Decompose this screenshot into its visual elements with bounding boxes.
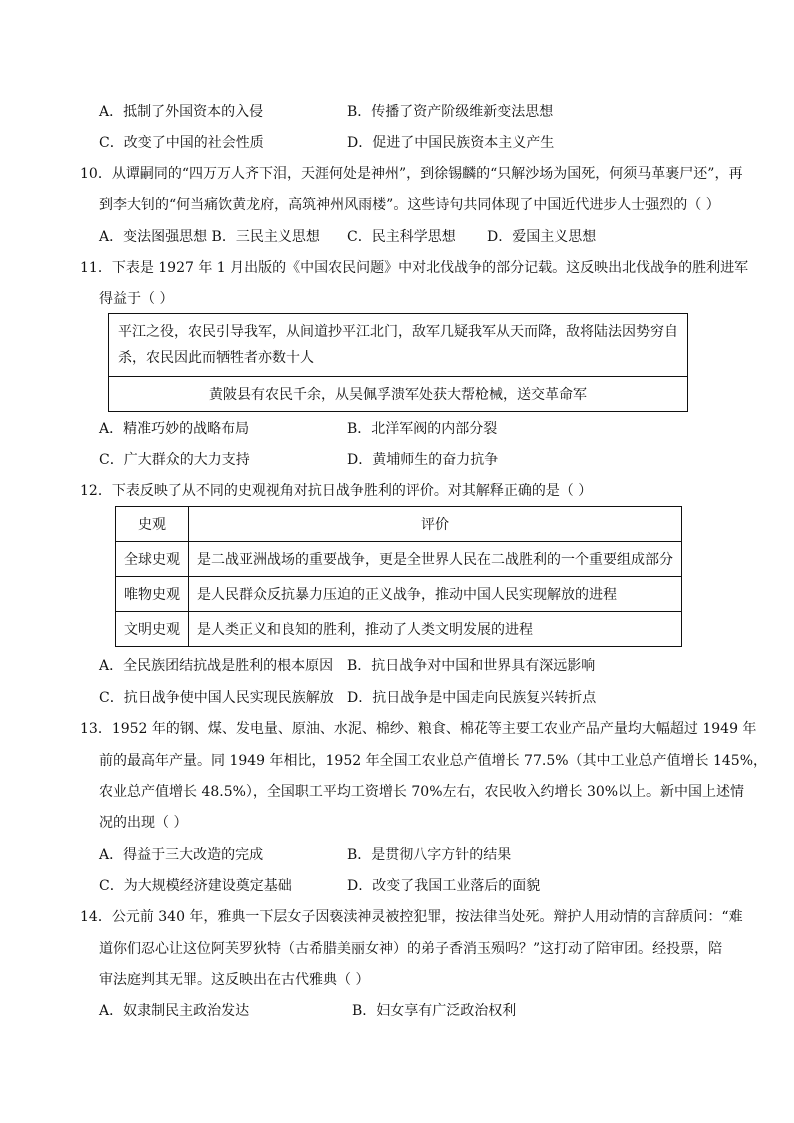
q14-stem-line-3: 审法庭判其无罪。这反映出在古代雅典（ ）	[99, 972, 370, 988]
q10-options-ab: A．变法图强思想 B．三民主义思想	[99, 229, 320, 245]
q10-option-d: D．爱国主义思想	[487, 229, 597, 245]
q12-table-cell-viewpoint: 唯物史观	[116, 577, 189, 612]
table-row	[109, 314, 688, 377]
q12-option-d: D．抗日战争是中国走向民族复兴转折点	[347, 690, 597, 706]
q13-option-d: D．改变了我国工业落后的面貌	[347, 878, 541, 894]
q12-table-cell-evaluation: 是人类正义和良知的胜利，推动了人类文明发展的进程	[189, 612, 682, 647]
q12-option-a: A．全民族团结抗战是胜利的根本原因	[99, 658, 334, 674]
q11-option-d: D．黄埔师生的奋力抗争	[347, 452, 499, 468]
q11-table	[108, 313, 688, 412]
q11-stem-line-2: 得益于（ ）	[99, 291, 174, 307]
q13-option-b: B．是贯彻八字方针的结果	[347, 847, 512, 863]
q9-option-b: B．传播了资产阶级维新变法思想	[347, 104, 554, 120]
q13-stem-line-3: 农业总产值增长 48.5%），全国职工平均工资增长 70%左右，农民收入约增长 30%以上。新中国上述情	[99, 784, 745, 800]
table-row	[116, 542, 682, 577]
q11-table-cell-1	[109, 314, 688, 377]
table-row	[116, 612, 682, 647]
q10-stem-line-1: 10．从谭嗣同的“四万万人齐下泪，天涯何处是神州”，到徐锡麟的“只解沙场为国死，何须马革裹尸还”，再	[80, 166, 743, 182]
q11-table-cell-2: 黄陂县有农民千余，从吴佩孚溃军处获大帮枪械，送交革命军	[109, 377, 688, 412]
q11-option-a: A．精准巧妙的战略布局	[99, 421, 250, 437]
q13-stem-line-4: 况的出现（ ）	[99, 815, 188, 831]
q12-table	[115, 506, 682, 647]
table-row	[116, 507, 682, 542]
q10-option-c: C．民主科学思想	[347, 229, 456, 245]
q12-table-cell-viewpoint: 全球史观	[116, 542, 189, 577]
q10-stem-line-2: 到李大钊的“何当痛饮黄龙府，高筑神州风雨楼”。这些诗句共同体现了中国近代进步人士强烈的（ ）	[99, 197, 720, 213]
q13-stem-line-1: 13．1952 年的钢、煤、发电量、原油、水泥、棉纱、粮食、棉花等主要工农业产品产量均大幅超过 1949 年	[80, 721, 757, 737]
table-row	[109, 377, 688, 412]
q12-table-cell-evaluation: 是人民群众反抗暴力压迫的正义战争，推动中国人民实现解放的进程	[189, 577, 682, 612]
q11-table-cell-1-line-1: 平江之役，农民引导我军，从间道抄平江北门，敌军几疑我军从天而降，敌将陆法因势穷自	[118, 324, 678, 340]
q9-option-a: A．抵制了外国资本的入侵	[99, 104, 264, 120]
q14-option-a: A．奴隶制民主政治发达	[99, 1003, 250, 1019]
q13-option-a: A．得益于三大改造的完成	[99, 847, 264, 863]
q12-option-b: B．抗日战争对中国和世界具有深远影响	[347, 658, 596, 674]
q14-stem-line-2: 道你们忍心让这位阿芙罗狄特（古希腊美丽女神）的弟子香消玉殒吗？”这打动了陪审团。经投票，陪	[99, 941, 723, 957]
q9-option-d: D．促进了中国民族资本主义产生	[347, 135, 555, 151]
q11-stem-line-1: 11．下表是 1927 年 1 月出版的《中国农民问题》中对北伐战争的部分记载。这反映出北伐战争的胜利进军	[80, 260, 749, 276]
q13-option-c: C．为大规模经济建设奠定基础	[99, 878, 292, 894]
q13-stem-line-2: 前的最高年产量。同 1949 年相比，1952 年全国工农业总产值增长 77.5%（其中工业总产值增长 145%，	[99, 753, 768, 769]
table-row	[116, 577, 682, 612]
q11-table-cell-1-line-2: 杀，农民因此而牺牲者亦数十人	[118, 350, 314, 366]
q14-stem-line-1: 14．公元前 340 年，雅典一下层女子因亵渎神灵被控犯罪，按法律当处死。辩护人用动情的言辞质问：“难	[80, 909, 743, 925]
q14-option-b: B．妇女享有广泛政治权利	[352, 1003, 517, 1019]
q11-option-c: C．广大群众的大力支持	[99, 452, 250, 468]
q12-table-header-evaluation: 评价	[189, 507, 682, 542]
q9-option-c: C．改变了中国的社会性质	[99, 135, 264, 151]
q12-table-header-viewpoint: 史观	[116, 507, 189, 542]
q11-option-b: B．北洋军阀的内部分裂	[347, 421, 498, 437]
q12-stem-line-1: 12．下表反映了从不同的史观视角对抗日战争胜利的评价。对其解释正确的是（ ）	[80, 483, 593, 499]
q12-table-cell-evaluation: 是二战亚洲战场的重要战争，更是全世界人民在二战胜利的一个重要组成部分	[189, 542, 682, 577]
q12-table-cell-viewpoint: 文明史观	[116, 612, 189, 647]
q12-option-c: C．抗日战争使中国人民实现民族解放	[99, 690, 334, 706]
